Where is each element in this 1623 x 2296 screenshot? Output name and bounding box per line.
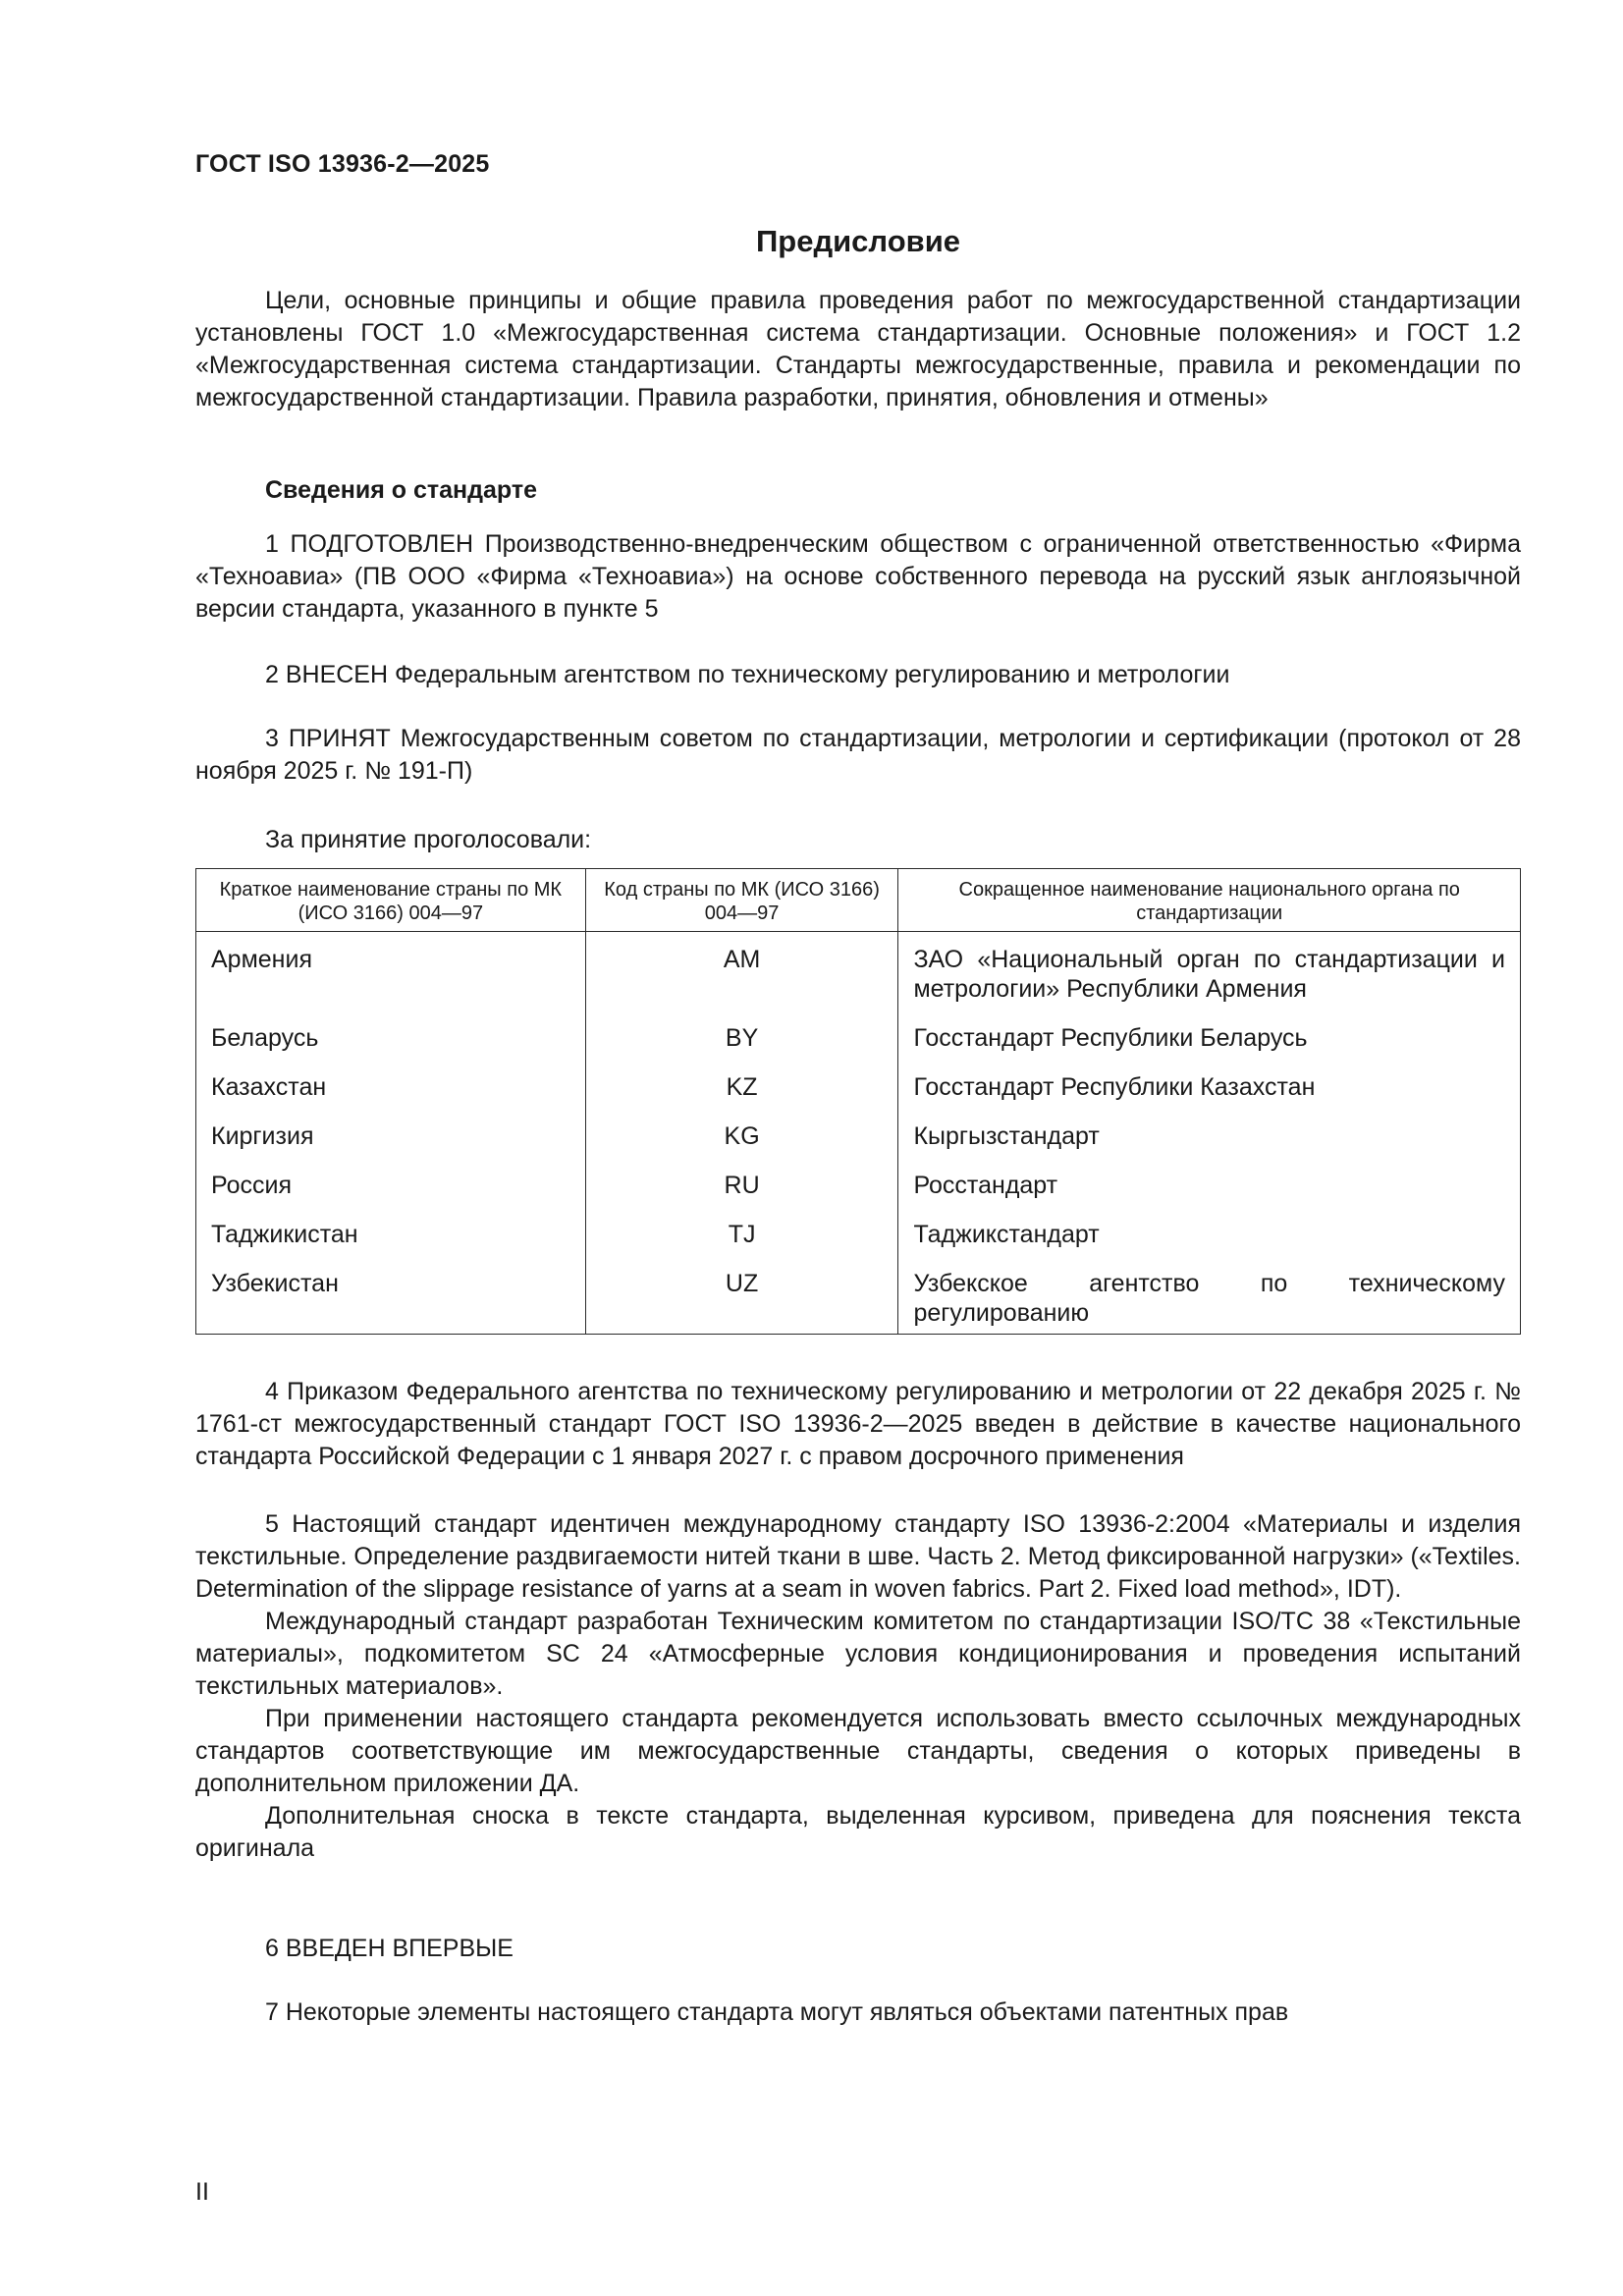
item-2: 2 ВНЕСЕН Федеральным агентством по техническому регулированию и метрологии xyxy=(265,661,1230,688)
code-cell: BY xyxy=(585,1004,898,1053)
table-row xyxy=(196,1102,1521,1151)
organization-cell: Узбекское агентство по техническому регулированию xyxy=(898,1249,1521,1335)
voting-table xyxy=(195,868,1521,1335)
code-cell: TJ xyxy=(585,1200,898,1249)
organization-cell: Росстандарт xyxy=(898,1151,1521,1200)
country-cell: Казахстан xyxy=(196,1053,586,1102)
table-row xyxy=(196,932,1521,1005)
country-cell: Таджикистан xyxy=(196,1200,586,1249)
code-cell: UZ xyxy=(585,1249,898,1335)
page-title: Предисловие xyxy=(755,224,960,258)
info-heading-block xyxy=(195,474,1521,507)
table-header-row xyxy=(196,869,1521,932)
item-5: 5 Настоящий стандарт идентичен международному стандарту ISO 13936-2:2004 «Материалы и изделия текстильные. Определение раздвигаемости нитей ткани в шве. Часть 2. Метод фиксированной нагрузки» («Textiles. Determination of the slippage resistance of yarns at a seam in woven fabrics. Part 2. Fixed load method», IDT). Международный стандарт разработан Техническим комитетом по стандартизации ISO/TC 38 «Текстильные материалы», подкомитетом SC 24 «Атмосферные условия кондиционирования и проведения испытаний текстильных материалов». При применении настоящего стандарта рекомендуется использовать вместо ссылочных международных стандартов соответствующие им межгосударственные стандарты, сведения о которых приведены в дополнительном приложении ДА. Дополнительная сноска в тексте стандарта, выделенная курсивом, приведена для пояснения текста оригинала xyxy=(195,1510,1521,1862)
code-cell: AM xyxy=(585,932,898,1005)
item-4: 4 Приказом Федерального агентства по техническому регулированию и метрологии от 22 декабря 2025 г. № 1761-ст межгосударственный стандарт ГОСТ ISO 13936-2—2025 введен в действие в качестве национального стандарта Российской Федерации с 1 января 2027 г. с правом досрочного применения xyxy=(195,1378,1521,1470)
organization-cell: Госстандарт Республики Казахстан xyxy=(898,1053,1521,1102)
item-6: 6 ВВЕДЕН ВПЕРВЫЕ xyxy=(265,1935,514,1962)
organization-cell: Госстандарт Республики Беларусь xyxy=(898,1004,1521,1053)
intro-paragraph: Цели, основные принципы и общие правила проведения работ по межгосударственной стандартизации установлены ГОСТ 1.0 «Межгосударственная система стандартизации. Основные положения» и ГОСТ 1.2 «Межгосударственная система стандартизации. Стандарты межгосударственные, правила и рекомендации по межгосударственной стандартизации. Правила разработки, принятия, обновления и отмены» xyxy=(195,287,1521,411)
table-row xyxy=(196,1053,1521,1102)
table-row xyxy=(196,1249,1521,1335)
column-header-organization: Сокращенное наименование национального органа по стандартизации xyxy=(898,869,1521,932)
item-3: 3 ПРИНЯТ Межгосударственным советом по стандартизации, метрологии и сертификации (протокол от 28 ноября 2025 г. № 191-П) xyxy=(195,725,1521,785)
organization-cell: Кыргызстандарт xyxy=(898,1102,1521,1151)
country-cell: Беларусь xyxy=(196,1004,586,1053)
standard-code-header: ГОСТ ISO 13936-2—2025 xyxy=(195,150,490,178)
section-heading: Сведения о стандарте xyxy=(265,476,538,504)
item-1: 1 ПОДГОТОВЛЕН Производственно-внедренческим обществом с ограниченной ответственностью «Фирма «Техноавиа» (ПВ ООО «Фирма «Техноавиа») на основе собственного перевода на русский язык англоязычной версии стандарта, указанного в пункте 5 xyxy=(195,530,1521,623)
country-cell: Киргизия xyxy=(196,1102,586,1151)
table-row xyxy=(196,1151,1521,1200)
voted-label: За принятие проголосовали: xyxy=(265,826,592,853)
item-7: 7 Некоторые элементы настоящего стандарта могут являться объектами патентных прав xyxy=(265,1998,1289,2026)
code-cell: KZ xyxy=(585,1053,898,1102)
organization-cell: Таджикстандарт xyxy=(898,1200,1521,1249)
country-cell: Россия xyxy=(196,1151,586,1200)
code-cell: RU xyxy=(585,1151,898,1200)
organization-cell: ЗАО «Национальный орган по стандартизации и метрологии» Республики Армения xyxy=(898,932,1521,1005)
table-row xyxy=(196,1004,1521,1053)
column-header-country: Краткое наименование страны по МК (ИСО 3166) 004—97 xyxy=(196,869,586,932)
table-row xyxy=(196,1200,1521,1249)
page-number: II xyxy=(195,2178,209,2206)
country-cell: Армения xyxy=(196,932,586,1005)
country-cell: Узбекистан xyxy=(196,1249,586,1335)
table-body xyxy=(196,932,1521,1335)
code-cell: KG xyxy=(585,1102,898,1151)
column-header-code: Код страны по МК (ИСО 3166) 004—97 xyxy=(585,869,898,932)
